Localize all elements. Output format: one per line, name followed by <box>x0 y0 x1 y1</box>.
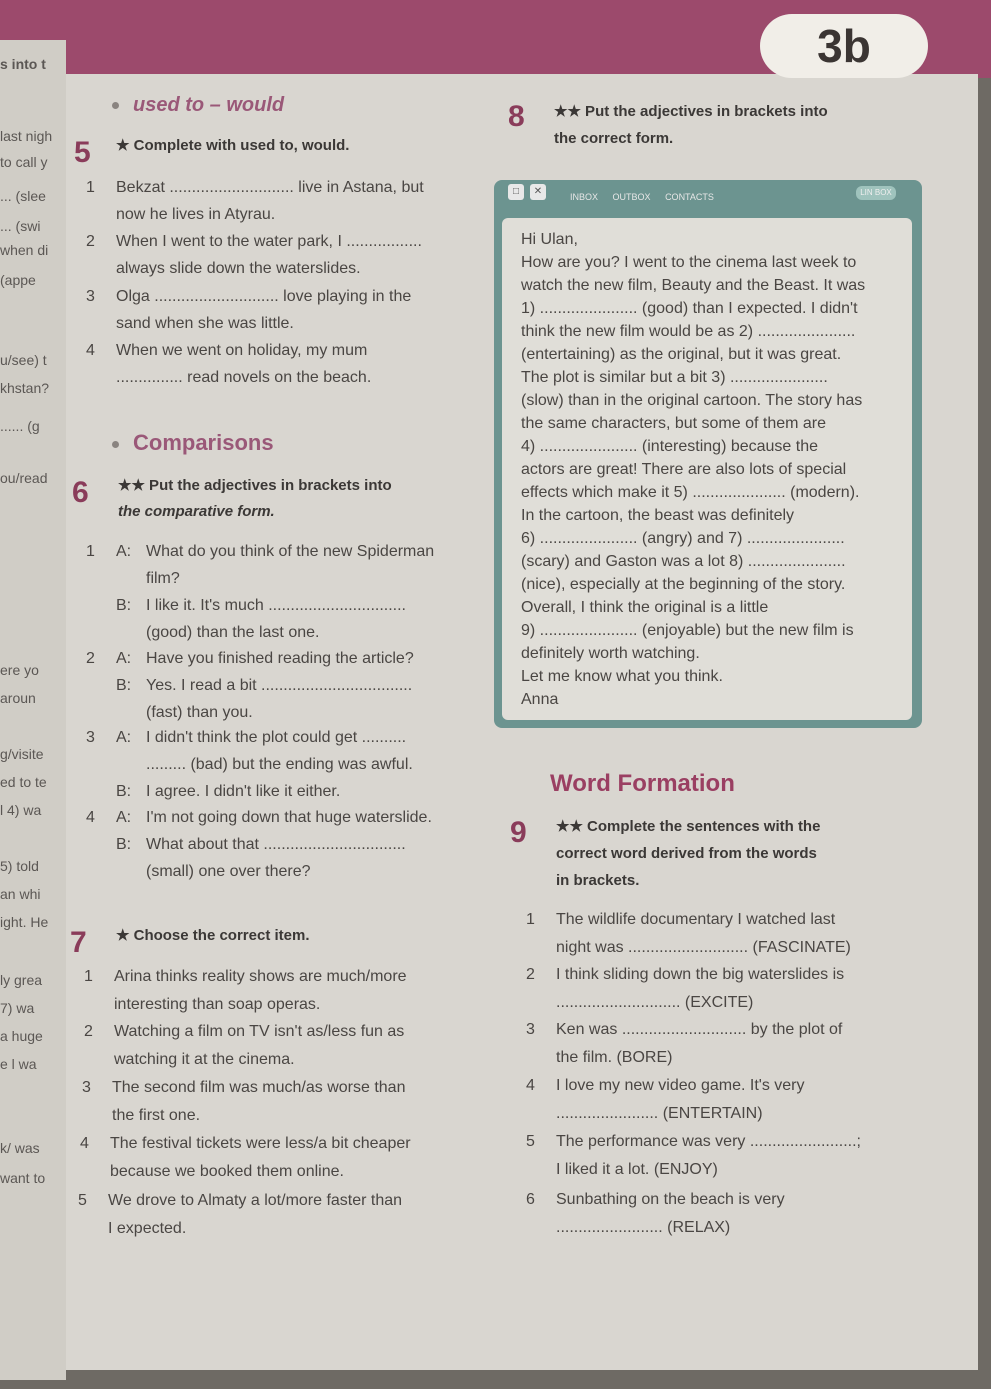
exercise-number: 8 <box>508 100 525 133</box>
exercise-item: 1 Bekzat ............................ live in Astana, but now he lives in Atyrau. <box>86 179 424 223</box>
email-window <box>494 180 922 728</box>
exercise-item: 5 The performance was very ........................; I liked it a lot. (ENJOY) <box>526 1133 861 1178</box>
email-line: the same characters, but some of them are <box>521 415 827 432</box>
prev-text: l 4) wa <box>0 802 42 818</box>
exercise-instruction: ★★ Complete the sentences with the <box>556 818 821 835</box>
email-line: actors are great! There are also lots of special <box>521 461 847 478</box>
exercise-item: 6 Sunbathing on the beach is very ........................ (RELAX) <box>526 1191 785 1236</box>
email-line: think the new film would be as 2) ...................... <box>521 323 856 340</box>
email-line: definitely worth watching. <box>521 645 700 662</box>
exercise-instruction: ★★ Put the adjectives in brackets into <box>118 477 392 494</box>
dialogue-item: 4 A: I'm not going down that huge waterslide. B: What about that ................................ (small) one over there? <box>86 809 432 880</box>
exercise-item: 2 Watching a film on TV isn't as/less fun as watching it at the cinema. <box>84 1023 405 1068</box>
prev-text: want to <box>0 1170 46 1186</box>
prev-text: 7) wa <box>0 1000 35 1016</box>
window-button-icon[interactable]: □ <box>508 184 524 200</box>
prev-text: 5) told <box>0 858 39 874</box>
prev-text: g/visite <box>0 746 44 762</box>
exercise-item: 3 Ken was ............................ by the plot of the film. (BORE) <box>526 1021 843 1066</box>
email-line: Let me know what you think. <box>521 668 723 685</box>
exercise-instruction: the comparative form. <box>118 503 275 520</box>
exercise-instruction: ★★ Put the adjectives in brackets into <box>554 103 828 120</box>
prev-text: last nigh <box>0 128 53 144</box>
exercise-item: 2 I think sliding down the big waterslides is ............................ (EXCITE) <box>526 966 845 1011</box>
section-heading-comparisons <box>112 430 274 456</box>
email-line: Anna <box>521 691 559 708</box>
tab-contacts[interactable]: CONTACTS <box>665 192 714 202</box>
email-line: (slow) than in the original cartoon. The story has <box>521 392 863 409</box>
unit-badge: 3b <box>760 14 928 78</box>
exercise-instruction: correct word derived from the words <box>556 845 817 862</box>
exercise-number: 6 <box>72 476 89 509</box>
email-line: 6) ...................... (angry) and 7) ...................... <box>521 530 845 547</box>
prev-text: ly grea <box>0 972 43 988</box>
exercise-item: 3 Olga ............................ love playing in the sand when she was little. <box>86 288 412 332</box>
exercise-item: 4 The festival tickets were less/a bit cheaper because we booked them online. <box>80 1135 411 1180</box>
tab-outbox[interactable]: OUTBOX <box>612 192 651 202</box>
exercise-instruction: in brackets. <box>556 872 640 889</box>
prev-text: ...... (g <box>0 418 40 434</box>
email-line: (scary) and Gaston was a lot 8) ...................... <box>521 553 846 570</box>
prev-text: ed to te <box>0 774 47 790</box>
section-title: used to – would <box>133 94 285 116</box>
prev-text: to call y <box>0 154 48 170</box>
email-line: effects which make it 5) ..................... (modern). <box>521 484 860 501</box>
email-line: The plot is similar but a bit 3) ...................... <box>521 369 828 386</box>
prev-text: ... (slee <box>0 188 46 204</box>
exercise-item: 2 When I went to the water park, I ................. always slide down the waterslides. <box>86 233 422 277</box>
email-line: Hi Ulan, <box>521 231 578 248</box>
prev-text: aroun <box>0 690 36 706</box>
exercise-instruction: ★ Complete with used to, would. <box>116 137 350 154</box>
email-line: In the cartoon, the beast was definitely <box>521 507 795 524</box>
exercise-item: 1 The wildlife documentary I watched last night was ........................... (FASCINATE) <box>526 911 851 956</box>
inbox-button[interactable]: LIN BOX <box>856 186 896 200</box>
prev-text: khstan? <box>0 380 50 396</box>
prev-text: a huge <box>0 1028 43 1044</box>
exercise-number: 7 <box>70 926 87 959</box>
email-line: 4) ...................... (interesting) because the <box>521 438 819 455</box>
email-line: (entertaining) as the original, but it was great. <box>521 346 842 363</box>
prev-text: k/ was <box>0 1140 40 1156</box>
exercise-item: 5 We drove to Almaty a lot/more faster than I expected. <box>78 1192 403 1237</box>
exercise-instruction: ★ Choose the correct item. <box>116 927 310 944</box>
exercise-item: 4 I love my new video game. It's very ....................... (ENTERTAIN) <box>526 1077 805 1122</box>
exercise-number: 9 <box>510 816 527 849</box>
exercise-instruction: the correct form. <box>554 130 674 147</box>
section-heading-used-to <box>112 94 284 117</box>
email-line: How are you? I went to the cinema last week to <box>521 254 857 271</box>
prev-text: ou/read <box>0 470 48 486</box>
prev-text: ere yo <box>0 662 39 678</box>
email-line: 9) ...................... (enjoyable) but the new film is <box>521 622 854 639</box>
previous-page-edge <box>0 40 66 1380</box>
close-icon[interactable]: ✕ <box>530 184 546 200</box>
dialogue-item: 1 A: What do you think of the new Spiderman film? B: I like it. It's much ............................... (good) than the last one. <box>86 543 435 641</box>
exercise-item: 4 When we went on holiday, my mum ............... read novels on the beach. <box>86 342 372 386</box>
dialogue-item: 3 A: I didn't think the plot could get .......... ......... (bad) but the ending was awful. B: I agree. I didn't like it either. <box>86 729 413 800</box>
prev-text: ... (swi <box>0 218 41 234</box>
email-line: watch the new film, Beauty and the Beast. It was <box>521 277 866 294</box>
prev-text: an whi <box>0 886 41 902</box>
section-title: Comparisons <box>133 430 274 455</box>
email-line: (nice), especially at the beginning of the story. <box>521 576 846 593</box>
email-line: Overall, I think the original is a little <box>521 599 769 616</box>
prev-text: s into t <box>0 56 46 72</box>
prev-text: (appe <box>0 272 36 288</box>
tab-inbox[interactable]: INBOX <box>570 192 599 202</box>
exercise-number: 5 <box>74 136 91 169</box>
exercise-item: 3 The second film was much/as worse than the first one. <box>82 1079 406 1124</box>
prev-text: ight. He <box>0 914 49 930</box>
prev-text: e l wa <box>0 1056 37 1072</box>
section-heading-word-formation: Word Formation <box>550 770 735 797</box>
prev-text: u/see) t <box>0 352 47 368</box>
prev-text: when di <box>0 242 49 258</box>
email-tabs <box>570 192 726 202</box>
exercise-item: 1 Arina thinks reality shows are much/more interesting than soap operas. <box>84 968 407 1013</box>
email-line: 1) ...................... (good) than I expected. I didn't <box>521 300 858 317</box>
email-body <box>502 218 912 720</box>
dialogue-item: 2 A: Have you finished reading the article? B: Yes. I read a bit .................................. (fast) than you. <box>86 650 414 721</box>
